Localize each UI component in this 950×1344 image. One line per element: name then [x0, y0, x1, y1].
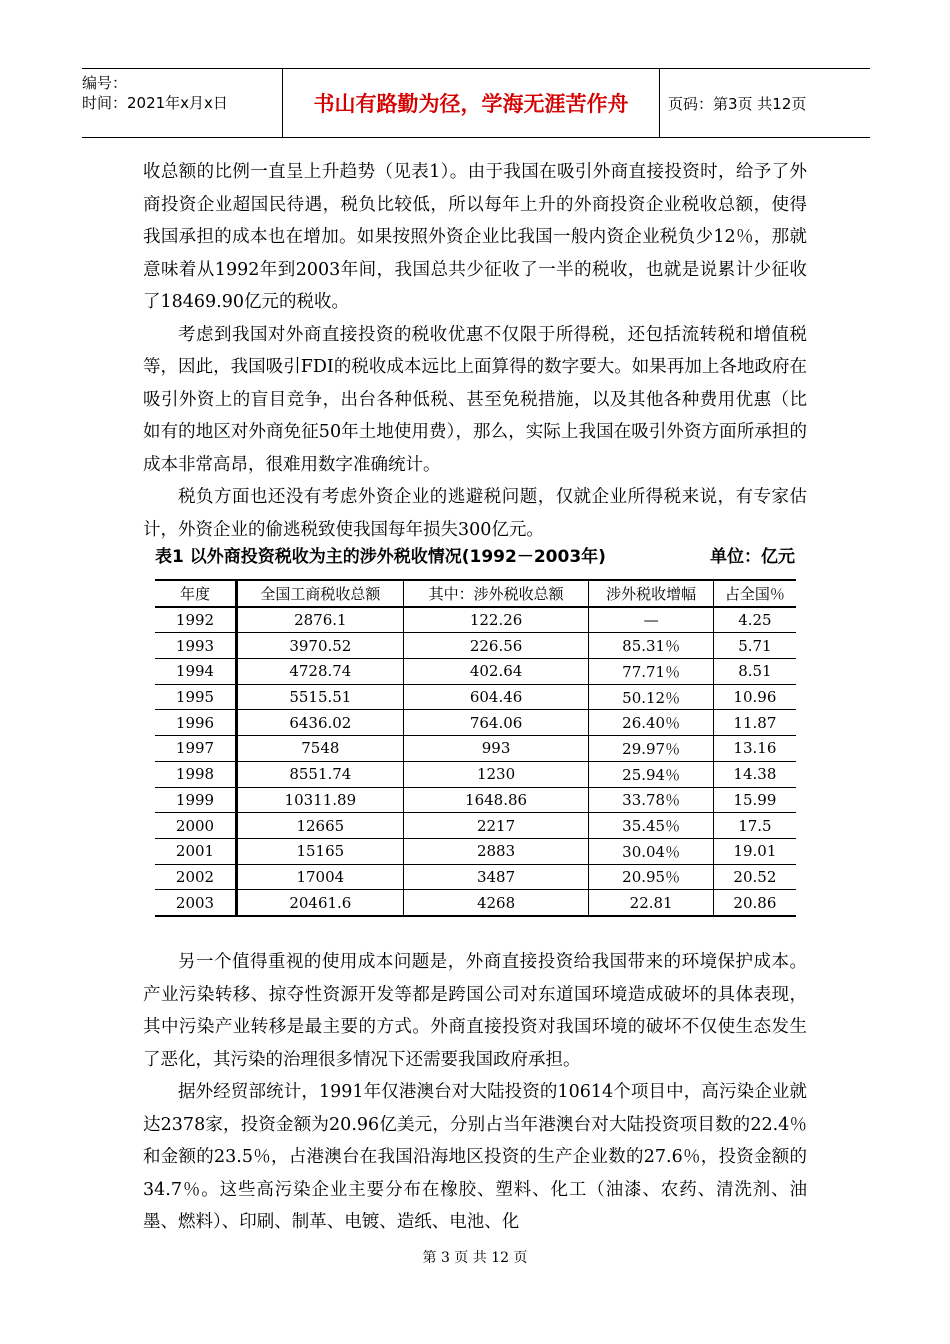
table-row [155, 787, 796, 813]
table-cell: 35.45％ [589, 813, 713, 839]
table-cell: 77.71％ [589, 659, 713, 685]
header-page-info: 页码：第3页 共12页 [668, 94, 807, 113]
table-cell: 50.12％ [589, 684, 713, 710]
table-cell: 15.99 [713, 787, 796, 813]
paragraph: 收总额的比例一直呈上升趋势（见表1）。由于我国在吸引外商直接投资时，给予了外商投资企业超国民待遇，税负比较低，所以每年上升的外商投资企业税收总额，使得我国承担的成本也在增加。如果按照外资企业比我国一般内资企业税负少12％，那就意味着从1992年到2003年间，我国总共少征收了一半的税收，也就是说累计少征收了18469.90亿元的税收。 [143, 162, 807, 312]
table-cell: 33.78％ [589, 787, 713, 813]
time-label: 时间：2021年x月x日 [82, 94, 228, 112]
table-cell: 17004 [237, 864, 404, 890]
table-cell: 7548 [237, 736, 404, 762]
table-cell: 20.95％ [589, 864, 713, 890]
table-cell: 11.87 [713, 710, 796, 736]
table-cell: 12665 [237, 813, 404, 839]
table-cell: — [589, 607, 713, 633]
number-label: 编号： [82, 74, 128, 92]
table-cell: 1997 [155, 736, 237, 762]
table-row [155, 838, 796, 864]
table-cell: 20.86 [713, 890, 796, 916]
paragraph: 另一个值得重视的使用成本问题是，外商直接投资给我国带来的环境保护成本。产业污染转移、掠夺性资源开发等都是跨国公司对东道国环境造成破坏的具体表现，其中污染产业转移是最主要的方式。外商直接投资对我国环境的破坏不仅使生态发生了恶化，其污染的治理很多情况下还需要我国政府承担。 [143, 952, 807, 1070]
table-cell: 85.31％ [589, 633, 713, 659]
table-cell: 4268 [403, 890, 589, 916]
table-cell: 2217 [403, 813, 589, 839]
table-cell: 1230 [403, 761, 589, 787]
table-cell: 19.01 [713, 838, 796, 864]
table-cell: 226.56 [403, 633, 589, 659]
table-row [155, 890, 796, 916]
paragraph: 考虑到我国对外商直接投资的税收优惠不仅限于所得税，还包括流转税和增值税等，因此，我国吸引FDI的税收成本远比上面算得的数字要大。如果再加上各地政府在吸引外资上的盲目竞争，出台各种低税、甚至免税措施，以及其他各种费用优惠（比如有的地区对外商免征50年土地使用费），那么，实际上我国在吸引外资方面所承担的成本非常高昂，很难用数字准确统计。 [143, 324, 807, 475]
table-cell: 2002 [155, 864, 237, 890]
body-text-bottom [143, 946, 807, 1239]
table-cell: 604.46 [403, 684, 589, 710]
header-meta [82, 69, 283, 137]
table-cell: 10.96 [713, 684, 796, 710]
table-cell: 25.94％ [589, 761, 713, 787]
paragraph: 税负方面也还没有考虑外资企业的逃避税问题，仅就企业所得税来说，有专家估计，外资企业的偷逃税致使我国每年损失300亿元。 [143, 487, 807, 540]
header-year: 年度 [155, 580, 237, 607]
table-row [155, 736, 796, 762]
table-row [155, 864, 796, 890]
table-cell: 4728.74 [237, 659, 404, 685]
table-cell: 2876.1 [237, 607, 404, 633]
table-row [155, 684, 796, 710]
table-cell: 993 [403, 736, 589, 762]
table-cell: 15165 [237, 838, 404, 864]
table-cell: 1993 [155, 633, 237, 659]
body-text-top [143, 156, 807, 546]
header-foreign-tax: 其中：涉外税收总额 [403, 580, 589, 607]
table-cell: 14.38 [713, 761, 796, 787]
table-cell: 26.40％ [589, 710, 713, 736]
table-cell: 1992 [155, 607, 237, 633]
table-cell: 5515.51 [237, 684, 404, 710]
table-cell: 764.06 [403, 710, 589, 736]
table-cell: 1996 [155, 710, 237, 736]
table-cell: 1995 [155, 684, 237, 710]
table-cell: 30.04％ [589, 838, 713, 864]
table-cell: 29.97％ [589, 736, 713, 762]
table-cell: 6436.02 [237, 710, 404, 736]
table-cell: 17.5 [713, 813, 796, 839]
table-cell: 20461.6 [237, 890, 404, 916]
table-cell: 20.52 [713, 864, 796, 890]
table-cell: 8551.74 [237, 761, 404, 787]
table-cell: 1999 [155, 787, 237, 813]
table-row [155, 607, 796, 633]
table-title: 表1 以外商投资税收为主的涉外税收情况(1992－2003年) [155, 547, 606, 567]
table-caption [155, 542, 795, 567]
table-cell: 22.81 [589, 890, 713, 916]
tax-table [155, 579, 796, 917]
page-header [82, 68, 870, 138]
table-row [155, 761, 796, 787]
header-motto: 书山有路勤为径，学海无涯苦作舟 [283, 69, 660, 137]
table-row [155, 710, 796, 736]
table-cell: 2001 [155, 838, 237, 864]
table-cell: 10311.89 [237, 787, 404, 813]
table-cell: 1998 [155, 761, 237, 787]
table-cell: 2883 [403, 838, 589, 864]
header-total-tax: 全国工商税收总额 [237, 580, 404, 607]
table-cell: 3970.52 [237, 633, 404, 659]
paragraph: 据外经贸部统计，1991年仅港澳台对大陆投资的10614个项目中，高污染企业就达2378家，投资金额为20.96亿美元，分别占当年港澳台对大陆投资项目数的22.4％和金额的23.5％，占港澳台在我国沿海地区投资的生产企业数的27.6％，投资金额的34.7％。这些高污染企业主要分布在橡胶、塑料、化工（油漆、农药、清洗剂、油墨、燃料）、印刷、制革、电镀、造纸、电池、化 [143, 1082, 807, 1232]
table-cell: 4.25 [713, 607, 796, 633]
table-header-row [155, 580, 796, 607]
table-row [155, 633, 796, 659]
table-cell: 2003 [155, 890, 237, 916]
table-cell: 402.64 [403, 659, 589, 685]
table-cell: 5.71 [713, 633, 796, 659]
table-row [155, 659, 796, 685]
table-cell: 122.26 [403, 607, 589, 633]
table-cell: 13.16 [713, 736, 796, 762]
page-footer: 第 3 页 共 12 页 [422, 1250, 528, 1266]
header-growth: 涉外税收增幅 [589, 580, 713, 607]
table-cell: 3487 [403, 864, 589, 890]
header-share: 占全国％ [713, 580, 796, 607]
table-cell: 1994 [155, 659, 237, 685]
table-cell: 2000 [155, 813, 237, 839]
table-row [155, 813, 796, 839]
table-unit: 单位：亿元 [710, 547, 795, 567]
table-cell: 8.51 [713, 659, 796, 685]
table-cell: 1648.86 [403, 787, 589, 813]
